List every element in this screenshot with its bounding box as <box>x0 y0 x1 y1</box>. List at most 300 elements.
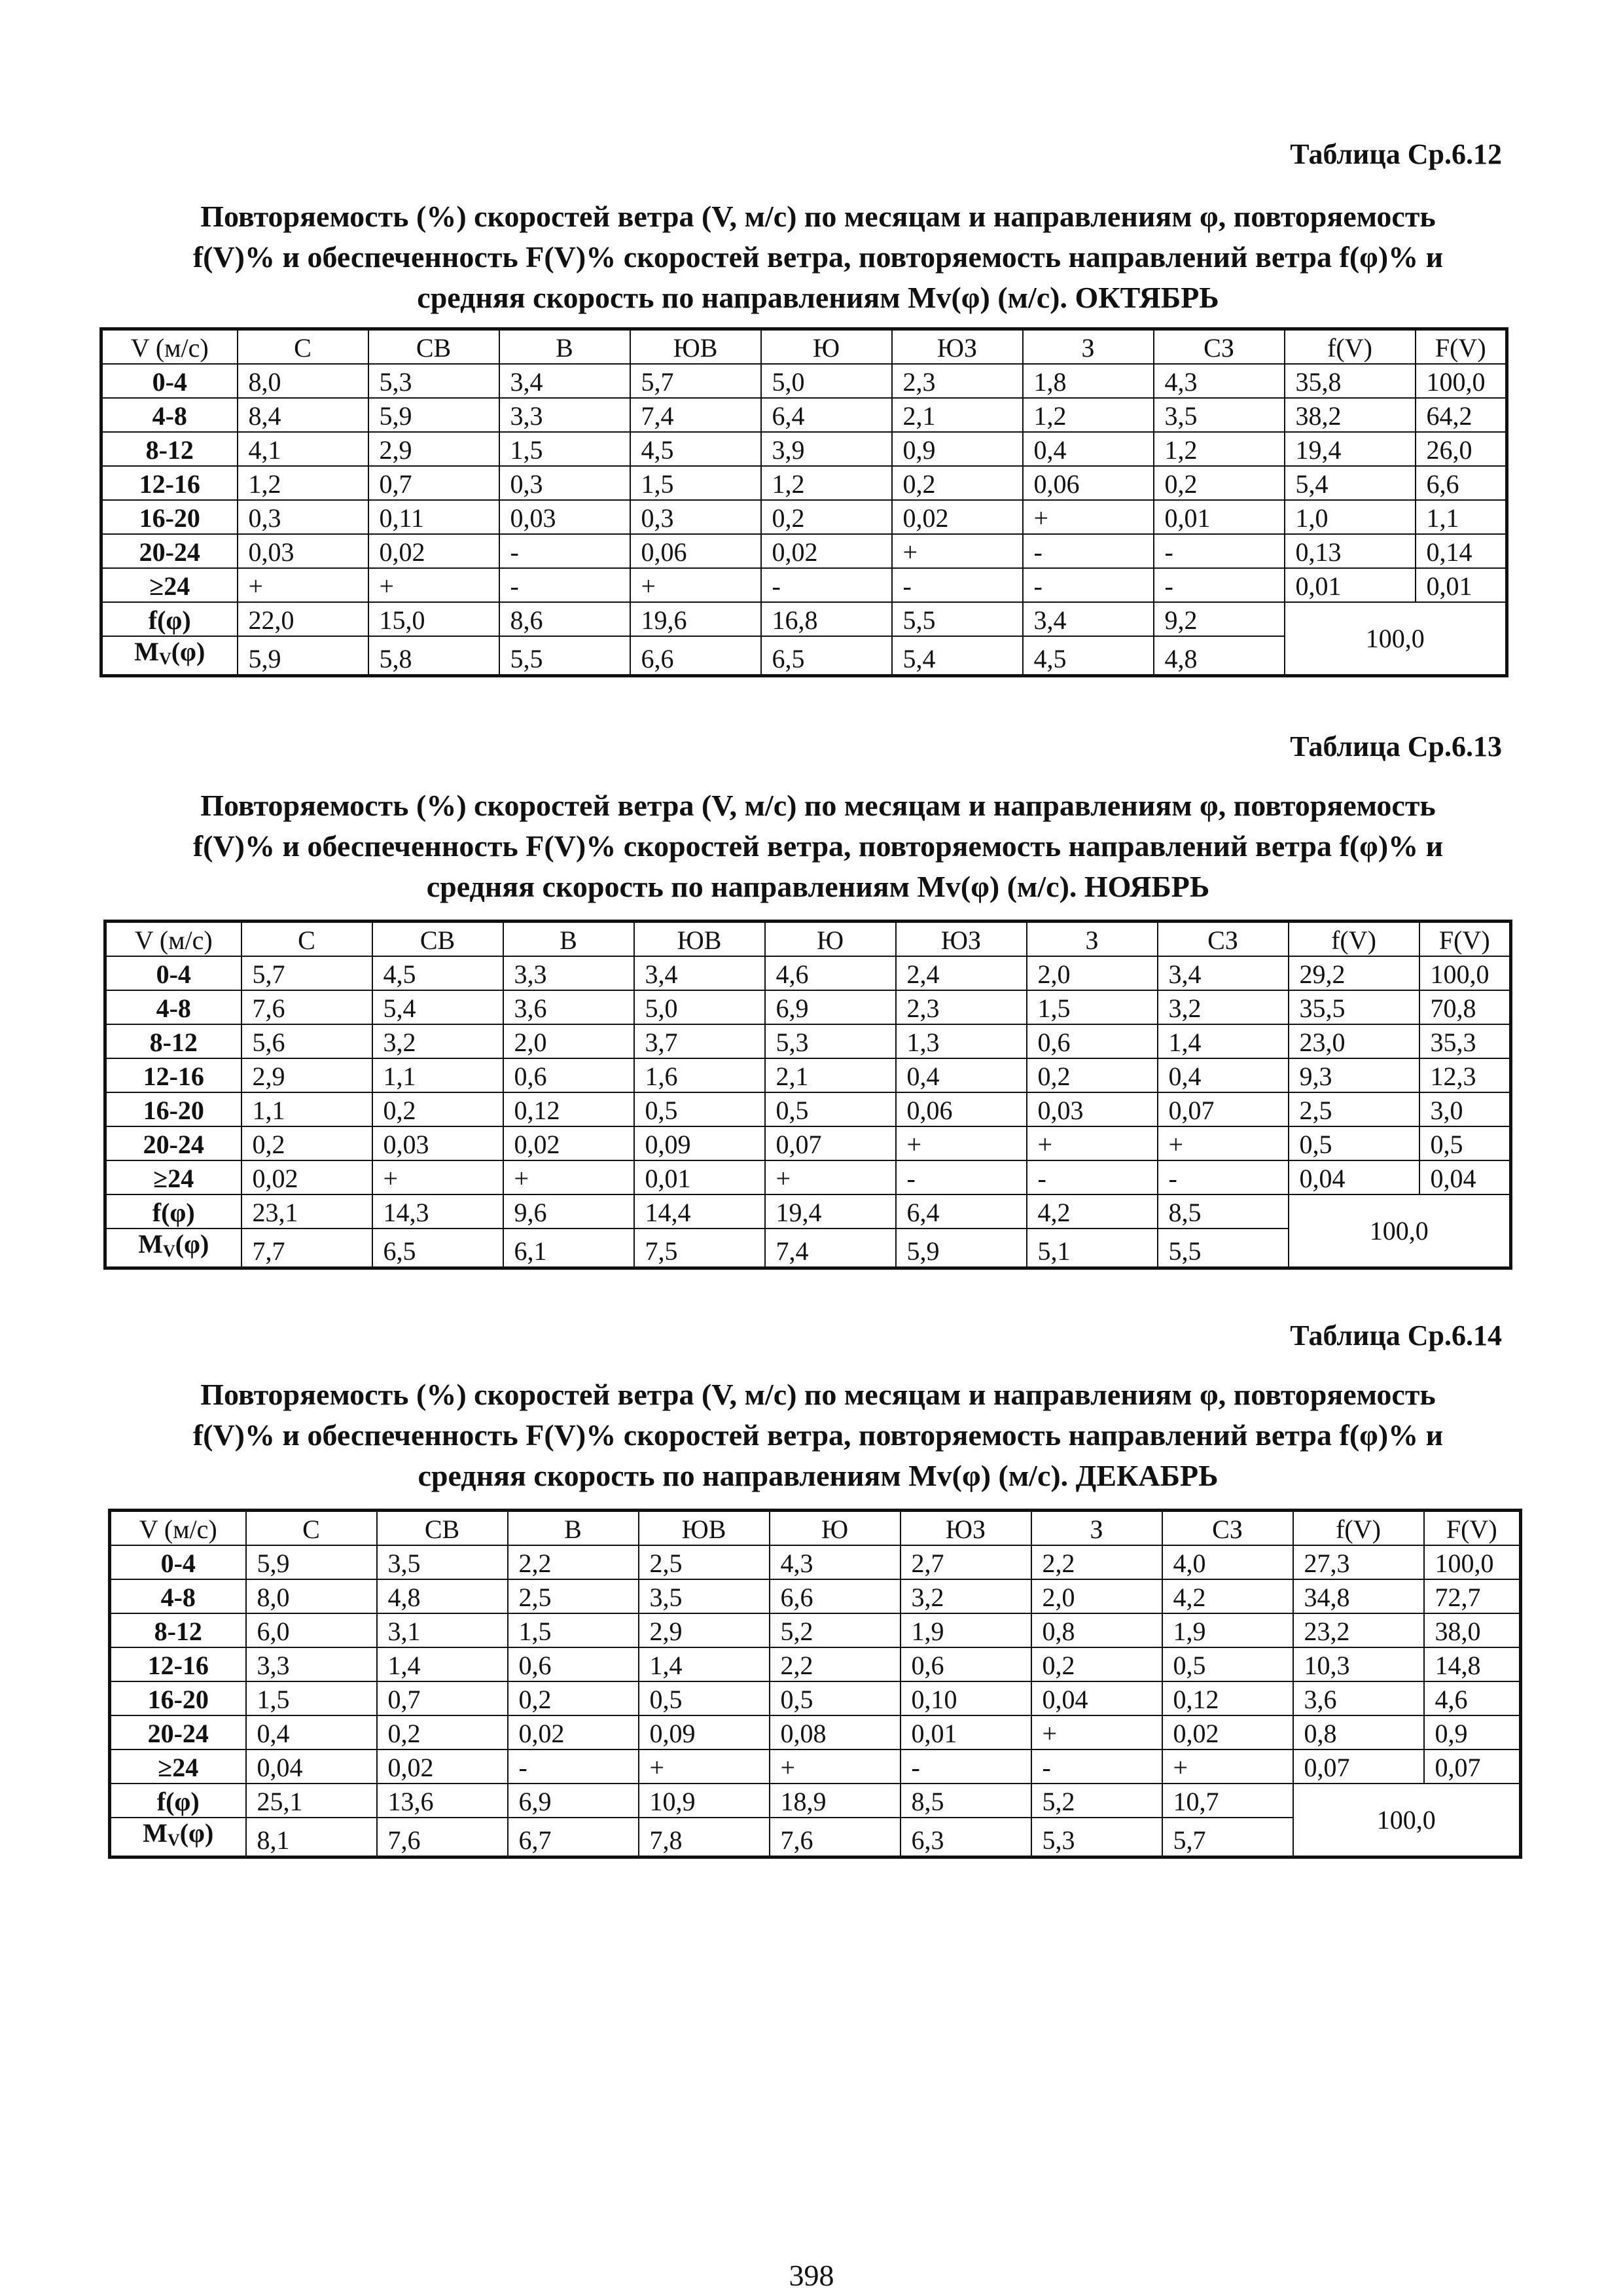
column-header: ЮЗ <box>901 1511 1031 1546</box>
table-cell: 0,11 <box>368 500 499 534</box>
table-cell: 5,2 <box>1031 1784 1162 1818</box>
row-label: ≥24 <box>101 568 238 602</box>
table-cell: 0,7 <box>368 466 499 500</box>
table-cell: 12,3 <box>1419 1058 1511 1092</box>
table-cell: 4,2 <box>1162 1579 1293 1613</box>
row-label: $M_V(\varphi)$ <box>110 1818 246 1857</box>
table-cell: 5,4 <box>892 636 1023 676</box>
column-header: V (м/с) <box>105 922 241 957</box>
column-header: ЮВ <box>639 1511 770 1546</box>
table-cell: 5,3 <box>1031 1818 1162 1857</box>
table-cell: 0,12 <box>1162 1681 1293 1715</box>
table-cell: 5,3 <box>765 1024 896 1058</box>
table-caption <box>118 785 1518 907</box>
table-cell: 0,12 <box>503 1092 634 1126</box>
table-cell: 5,7 <box>241 956 372 990</box>
table-cell: 7,7 <box>241 1229 372 1268</box>
table-cell: 0,3 <box>499 466 630 500</box>
table-cell: 4,3 <box>1154 364 1285 398</box>
table-cell: 19,4 <box>1285 432 1416 466</box>
table-cell: 0,02 <box>377 1749 508 1784</box>
table-row <box>105 1092 1511 1126</box>
table-cell: + <box>1027 1126 1158 1160</box>
table-row <box>110 1613 1521 1647</box>
table-cell: 6,6 <box>1416 466 1507 500</box>
table-cell: 3,3 <box>499 398 630 432</box>
table-cell: 1,5 <box>630 466 761 500</box>
table-cell: 3,3 <box>503 956 634 990</box>
table-cell: 0,2 <box>508 1681 639 1715</box>
table-cell: + <box>1023 500 1154 534</box>
row-label: 8-12 <box>105 1024 241 1058</box>
column-header: СЗ <box>1158 922 1289 957</box>
subscript-v: V <box>167 1831 180 1850</box>
table-cell: 5,6 <box>241 1024 372 1058</box>
table-row <box>110 1681 1521 1715</box>
table-cell: 0,01 <box>1154 500 1285 534</box>
table-cell: 0,04 <box>1289 1160 1419 1194</box>
table-cell: 18,9 <box>770 1784 901 1818</box>
total-cell: 100,0 <box>1293 1784 1521 1857</box>
table-cell: 2,9 <box>241 1058 372 1092</box>
table-cell: 10,3 <box>1293 1647 1424 1681</box>
table-cell: 5,9 <box>896 1229 1027 1268</box>
table-cell: 2,2 <box>770 1647 901 1681</box>
table-cell: 0,04 <box>246 1749 377 1784</box>
table-row <box>110 1749 1521 1784</box>
table-cell: 5,9 <box>246 1545 377 1579</box>
table-row <box>101 500 1507 534</box>
table-cell: 0,3 <box>630 500 761 534</box>
table-cell: 35,5 <box>1289 990 1419 1024</box>
table-cell: 1,4 <box>377 1647 508 1681</box>
column-header: Ю <box>770 1511 901 1546</box>
table-cell: 4,3 <box>770 1545 901 1579</box>
table-cell: 0,07 <box>765 1126 896 1160</box>
table-cell: 0,08 <box>770 1715 901 1749</box>
table-cell: 1,9 <box>1162 1613 1293 1647</box>
table-cell: 0,5 <box>765 1092 896 1126</box>
table-cell: 72,7 <box>1424 1579 1521 1613</box>
table-cell: 0,8 <box>1031 1613 1162 1647</box>
table-cell: 1,4 <box>1158 1024 1289 1058</box>
column-header: З <box>1031 1511 1162 1546</box>
table-cell: 0,04 <box>1031 1681 1162 1715</box>
table-cell: 19,6 <box>630 602 761 636</box>
table-cell: 4,8 <box>1154 636 1285 676</box>
table-cell: 5,2 <box>770 1613 901 1647</box>
table-cell: + <box>630 568 761 602</box>
column-header: С <box>241 922 372 957</box>
caption-line: f(V)% и обеспеченность F(V)% скоростей ветра, повторяемость направлений ветра f(φ)% и <box>192 240 1444 274</box>
caption-line: Повторяемость (%) скоростей ветра (V, м/с) по месяцам и направлениям φ, повторяемость <box>200 789 1436 822</box>
table-cell: 4,5 <box>372 956 503 990</box>
table-cell: 8,0 <box>238 364 368 398</box>
table-cell: 3,2 <box>901 1579 1031 1613</box>
table-cell: - <box>499 568 630 602</box>
table-cell: - <box>896 1160 1027 1194</box>
table-row <box>101 364 1507 398</box>
table-cell: 0,02 <box>241 1160 372 1194</box>
table-cell: 27,3 <box>1293 1545 1424 1579</box>
table-cell: + <box>892 534 1023 568</box>
wind-table <box>108 1509 1522 1859</box>
table-cell: 1,1 <box>1416 500 1507 534</box>
table-cell: 8,1 <box>246 1818 377 1857</box>
table-cell: 35,8 <box>1285 364 1416 398</box>
table-cell: 0,06 <box>1023 466 1154 500</box>
table-cell: 3,4 <box>1158 956 1289 990</box>
table-cell: 1,2 <box>761 466 892 500</box>
table-cell: 6,3 <box>901 1818 1031 1857</box>
table-cell: - <box>1023 534 1154 568</box>
table-cell: 1,2 <box>1154 432 1285 466</box>
table-cell: 0,03 <box>238 534 368 568</box>
table-cell: 13,6 <box>377 1784 508 1818</box>
column-header: F(V) <box>1419 922 1511 957</box>
column-header: f(V) <box>1289 922 1419 957</box>
table-cell: 6,9 <box>765 990 896 1024</box>
table-cell: 0,6 <box>1027 1024 1158 1058</box>
column-header: СЗ <box>1162 1511 1293 1546</box>
table-cell: 7,4 <box>765 1229 896 1268</box>
table-cell: 0,07 <box>1158 1092 1289 1126</box>
table-cell: 64,2 <box>1416 398 1507 432</box>
header-row <box>110 1511 1521 1546</box>
table-cell: 3,0 <box>1419 1092 1511 1126</box>
column-header: V (м/с) <box>110 1511 246 1546</box>
table-cell: 1,1 <box>241 1092 372 1126</box>
table-cell: 1,8 <box>1023 364 1154 398</box>
row-label: $M_V(\varphi)$ <box>101 636 238 676</box>
table-cell: 0,07 <box>1424 1749 1521 1784</box>
wind-table <box>99 327 1508 677</box>
table-cell: 0,02 <box>508 1715 639 1749</box>
table-row <box>110 1579 1521 1613</box>
column-header: f(V) <box>1285 329 1416 365</box>
table-cell: 7,5 <box>634 1229 765 1268</box>
row-label: 8-12 <box>110 1613 246 1647</box>
table-cell: 2,0 <box>1027 956 1158 990</box>
table-cell: + <box>896 1126 1027 1160</box>
row-label: 16-20 <box>110 1681 246 1715</box>
table-row <box>105 956 1511 990</box>
row-label: f(φ) <box>105 1194 241 1229</box>
table-cell: 2,1 <box>892 398 1023 432</box>
table-cell: 2,4 <box>896 956 1027 990</box>
table-cell: 0,2 <box>1154 466 1285 500</box>
table-cell: + <box>368 568 499 602</box>
table-cell: 0,13 <box>1285 534 1416 568</box>
table-cell: 34,8 <box>1293 1579 1424 1613</box>
table-cell: - <box>1031 1749 1162 1784</box>
table-cell: 0,09 <box>634 1126 765 1160</box>
table-cell: 7,6 <box>770 1818 901 1857</box>
table-cell: 1,5 <box>246 1681 377 1715</box>
table-cell: 3,9 <box>761 432 892 466</box>
row-label: ≥24 <box>105 1160 241 1194</box>
column-header: СЗ <box>1154 329 1285 365</box>
table-cell: + <box>1162 1749 1293 1784</box>
table-cell: 100,0 <box>1416 364 1507 398</box>
table-cell: 4,1 <box>238 432 368 466</box>
caption-line: f(V)% и обеспеченность F(V)% скоростей ветра, повторяемость направлений ветра f(φ)% и <box>192 1418 1444 1452</box>
column-header: Ю <box>761 329 892 365</box>
table-row <box>101 398 1507 432</box>
table-cell: 6,6 <box>770 1579 901 1613</box>
table-cell: 3,2 <box>1158 990 1289 1024</box>
table-cell: 0,5 <box>770 1681 901 1715</box>
row-label: 4-8 <box>110 1579 246 1613</box>
row-label: f(φ) <box>101 602 238 636</box>
column-header: В <box>503 922 634 957</box>
table-cell: 6,9 <box>508 1784 639 1818</box>
table-cell: 3,4 <box>634 956 765 990</box>
table-cell: 6,5 <box>372 1229 503 1268</box>
table-cell: 14,8 <box>1424 1647 1521 1681</box>
table-cell: 0,4 <box>896 1058 1027 1092</box>
row-label: 20-24 <box>110 1715 246 1749</box>
table-cell: 0,5 <box>1419 1126 1511 1160</box>
column-header: С <box>238 329 368 365</box>
table-cell: 5,5 <box>499 636 630 676</box>
caption-line: Повторяемость (%) скоростей ветра (V, м/с) по месяцам и направлениям φ, повторяемость <box>200 200 1436 233</box>
table-cell: 0,5 <box>639 1681 770 1715</box>
table-cell: 1,5 <box>499 432 630 466</box>
table-cell: 38,0 <box>1424 1613 1521 1647</box>
table-cell: 9,6 <box>503 1194 634 1229</box>
table-cell: 5,5 <box>1158 1229 1289 1268</box>
table-cell: 4,8 <box>377 1579 508 1613</box>
table-cell: 6,7 <box>508 1818 639 1857</box>
table-cell: 0,4 <box>1158 1058 1289 1092</box>
table-cell: 8,5 <box>1158 1194 1289 1229</box>
table-cell: + <box>503 1160 634 1194</box>
table-cell: 0,4 <box>1023 432 1154 466</box>
caption-line: средняя скорость по направлениям Mv(φ) (м/с). НОЯБРЬ <box>426 870 1210 903</box>
table-cell: 100,0 <box>1419 956 1511 990</box>
table-cell: 0,2 <box>377 1715 508 1749</box>
table-cell: 0,3 <box>238 500 368 534</box>
table-row <box>105 1058 1511 1092</box>
table-number: Таблица Ср.6.12 <box>1290 138 1502 170</box>
table-cell: 3,5 <box>377 1545 508 1579</box>
table-row <box>110 1647 1521 1681</box>
table-cell: 4,5 <box>630 432 761 466</box>
subscript-v: V <box>162 1242 175 1261</box>
table-cell: 70,8 <box>1419 990 1511 1024</box>
table-cell: 0,5 <box>634 1092 765 1126</box>
row-label: 16-20 <box>105 1092 241 1126</box>
table-row <box>101 568 1507 602</box>
table-row <box>101 432 1507 466</box>
table-cell: 6,6 <box>630 636 761 676</box>
column-header: З <box>1027 922 1158 957</box>
table-cell: + <box>770 1749 901 1784</box>
table-cell: 8,0 <box>246 1579 377 1613</box>
table-cell: 5,7 <box>1162 1818 1293 1857</box>
table-cell: - <box>1154 534 1285 568</box>
row-label: 4-8 <box>105 990 241 1024</box>
table-cell: 8,4 <box>238 398 368 432</box>
table-row <box>105 1024 1511 1058</box>
direction-frequency-row <box>101 602 1507 636</box>
caption-line: f(V)% и обеспеченность F(V)% скоростей ветра, повторяемость направлений ветра f(φ)% и <box>192 829 1444 863</box>
table-cell: 23,0 <box>1289 1024 1419 1058</box>
column-header: ЮЗ <box>896 922 1027 957</box>
table-cell: 0,2 <box>892 466 1023 500</box>
row-label: 12-16 <box>105 1058 241 1092</box>
table-row <box>105 990 1511 1024</box>
table-cell: 0,2 <box>761 500 892 534</box>
table-cell: + <box>1031 1715 1162 1749</box>
caption-line: средняя скорость по направлениям Mv(φ) (м/с). ОКТЯБРЬ <box>417 281 1219 314</box>
column-header: СВ <box>368 329 499 365</box>
table-cell: 2,3 <box>892 364 1023 398</box>
table-cell: 0,2 <box>241 1126 372 1160</box>
page-number: 398 <box>789 2259 834 2292</box>
wind-table <box>103 920 1512 1270</box>
table-cell: 0,2 <box>1027 1058 1158 1092</box>
table-cell: 0,6 <box>503 1058 634 1092</box>
column-header: Ю <box>765 922 896 957</box>
table-row <box>101 466 1507 500</box>
table-cell: 9,3 <box>1289 1058 1419 1092</box>
table-cell: 0,2 <box>372 1092 503 1126</box>
table-cell: - <box>761 568 892 602</box>
table-cell: + <box>372 1160 503 1194</box>
table-cell: 0,14 <box>1416 534 1507 568</box>
table-cell: 3,2 <box>372 1024 503 1058</box>
table-cell: 2,5 <box>639 1545 770 1579</box>
table-row <box>110 1715 1521 1749</box>
table-cell: 2,3 <box>896 990 1027 1024</box>
table-cell: 23,1 <box>241 1194 372 1229</box>
subscript-v: V <box>158 649 171 668</box>
table-cell: 3,6 <box>503 990 634 1024</box>
table-cell: 19,4 <box>765 1194 896 1229</box>
row-label: f(φ) <box>110 1784 246 1818</box>
table-cell: 0,5 <box>1289 1126 1419 1160</box>
table-number: Таблица Ср.6.14 <box>1290 1319 1502 1352</box>
row-label: 16-20 <box>101 500 238 534</box>
table-cell: 1,2 <box>238 466 368 500</box>
total-cell: 100,0 <box>1285 602 1507 676</box>
table-cell: 5,4 <box>372 990 503 1024</box>
table-cell: 0,7 <box>377 1681 508 1715</box>
table-cell: 2,7 <box>901 1545 1031 1579</box>
table-cell: 4,0 <box>1162 1545 1293 1579</box>
table-cell: - <box>499 534 630 568</box>
table-cell: 0,8 <box>1293 1715 1424 1749</box>
table-cell: 4,5 <box>1023 636 1154 676</box>
table-cell: 5,7 <box>630 364 761 398</box>
table-cell: 0,5 <box>1162 1647 1293 1681</box>
table-cell: 25,1 <box>246 1784 377 1818</box>
caption-line: средняя скорость по направлениям Mv(φ) (м/с). ДЕКАБРЬ <box>418 1459 1219 1492</box>
table-cell: 7,6 <box>377 1818 508 1857</box>
row-label: 12-16 <box>101 466 238 500</box>
table-cell: - <box>901 1749 1031 1784</box>
column-header: ЮЗ <box>892 329 1023 365</box>
table-cell: 5,0 <box>634 990 765 1024</box>
table-cell: 0,09 <box>639 1715 770 1749</box>
column-header: ЮВ <box>634 922 765 957</box>
table-cell: 1,1 <box>372 1058 503 1092</box>
table-cell: 0,06 <box>630 534 761 568</box>
table-cell: 1,2 <box>1023 398 1154 432</box>
column-header: F(V) <box>1416 329 1507 365</box>
table-cell: 0,01 <box>634 1160 765 1194</box>
table-cell: 1,0 <box>1285 500 1416 534</box>
table-cell: 6,0 <box>246 1613 377 1647</box>
table-cell: 0,06 <box>896 1092 1027 1126</box>
row-label: $M_V(\varphi)$ <box>105 1229 241 1268</box>
row-label: 0-4 <box>101 364 238 398</box>
table-cell: 5,9 <box>368 398 499 432</box>
table-cell: 7,6 <box>241 990 372 1024</box>
row-label: 0-4 <box>105 956 241 990</box>
direction-frequency-row <box>110 1784 1521 1818</box>
table-cell: 0,03 <box>1027 1092 1158 1126</box>
table-cell: 2,0 <box>503 1024 634 1058</box>
direction-frequency-row <box>105 1194 1511 1229</box>
table-cell: 0,9 <box>892 432 1023 466</box>
column-header: ЮВ <box>630 329 761 365</box>
table-cell: 35,3 <box>1419 1024 1511 1058</box>
table-cell: 3,4 <box>499 364 630 398</box>
table-cell: 0,07 <box>1293 1749 1424 1784</box>
row-label: 12-16 <box>110 1647 246 1681</box>
table-cell: 10,9 <box>639 1784 770 1818</box>
table-cell: 2,9 <box>368 432 499 466</box>
table-cell: 26,0 <box>1416 432 1507 466</box>
table-cell: 6,4 <box>896 1194 1027 1229</box>
table-cell: 2,5 <box>1289 1092 1419 1126</box>
table-cell: 14,4 <box>634 1194 765 1229</box>
table-cell: 8,6 <box>499 602 630 636</box>
column-header: С <box>246 1511 377 1546</box>
table-cell: 4,6 <box>1424 1681 1521 1715</box>
header-row <box>105 922 1511 957</box>
table-cell: 0,6 <box>901 1647 1031 1681</box>
table-cell: 2,0 <box>1031 1579 1162 1613</box>
table-cell: 0,02 <box>368 534 499 568</box>
table-cell: 22,0 <box>238 602 368 636</box>
table-cell: + <box>1158 1126 1289 1160</box>
table-cell: 9,2 <box>1154 602 1285 636</box>
caption-line: Повторяемость (%) скоростей ветра (V, м/с) по месяцам и направлениям φ, повторяемость <box>200 1378 1436 1411</box>
column-header: F(V) <box>1424 1511 1521 1546</box>
table-row <box>101 534 1507 568</box>
table-cell: 7,8 <box>639 1818 770 1857</box>
table-cell: - <box>1023 568 1154 602</box>
table-cell: 3,3 <box>246 1647 377 1681</box>
row-label: ≥24 <box>110 1749 246 1784</box>
table-cell: 0,4 <box>246 1715 377 1749</box>
table-cell: 0,10 <box>901 1681 1031 1715</box>
table-cell: 16,8 <box>761 602 892 636</box>
table-cell: 6,5 <box>761 636 892 676</box>
table-cell: 3,7 <box>634 1024 765 1058</box>
table-cell: 1,3 <box>896 1024 1027 1058</box>
table-cell: 1,5 <box>508 1613 639 1647</box>
table-cell: 5,1 <box>1027 1229 1158 1268</box>
table-cell: 5,8 <box>368 636 499 676</box>
table-cell: 5,0 <box>761 364 892 398</box>
table-cell: 3,5 <box>639 1579 770 1613</box>
table-cell: - <box>1158 1160 1289 1194</box>
